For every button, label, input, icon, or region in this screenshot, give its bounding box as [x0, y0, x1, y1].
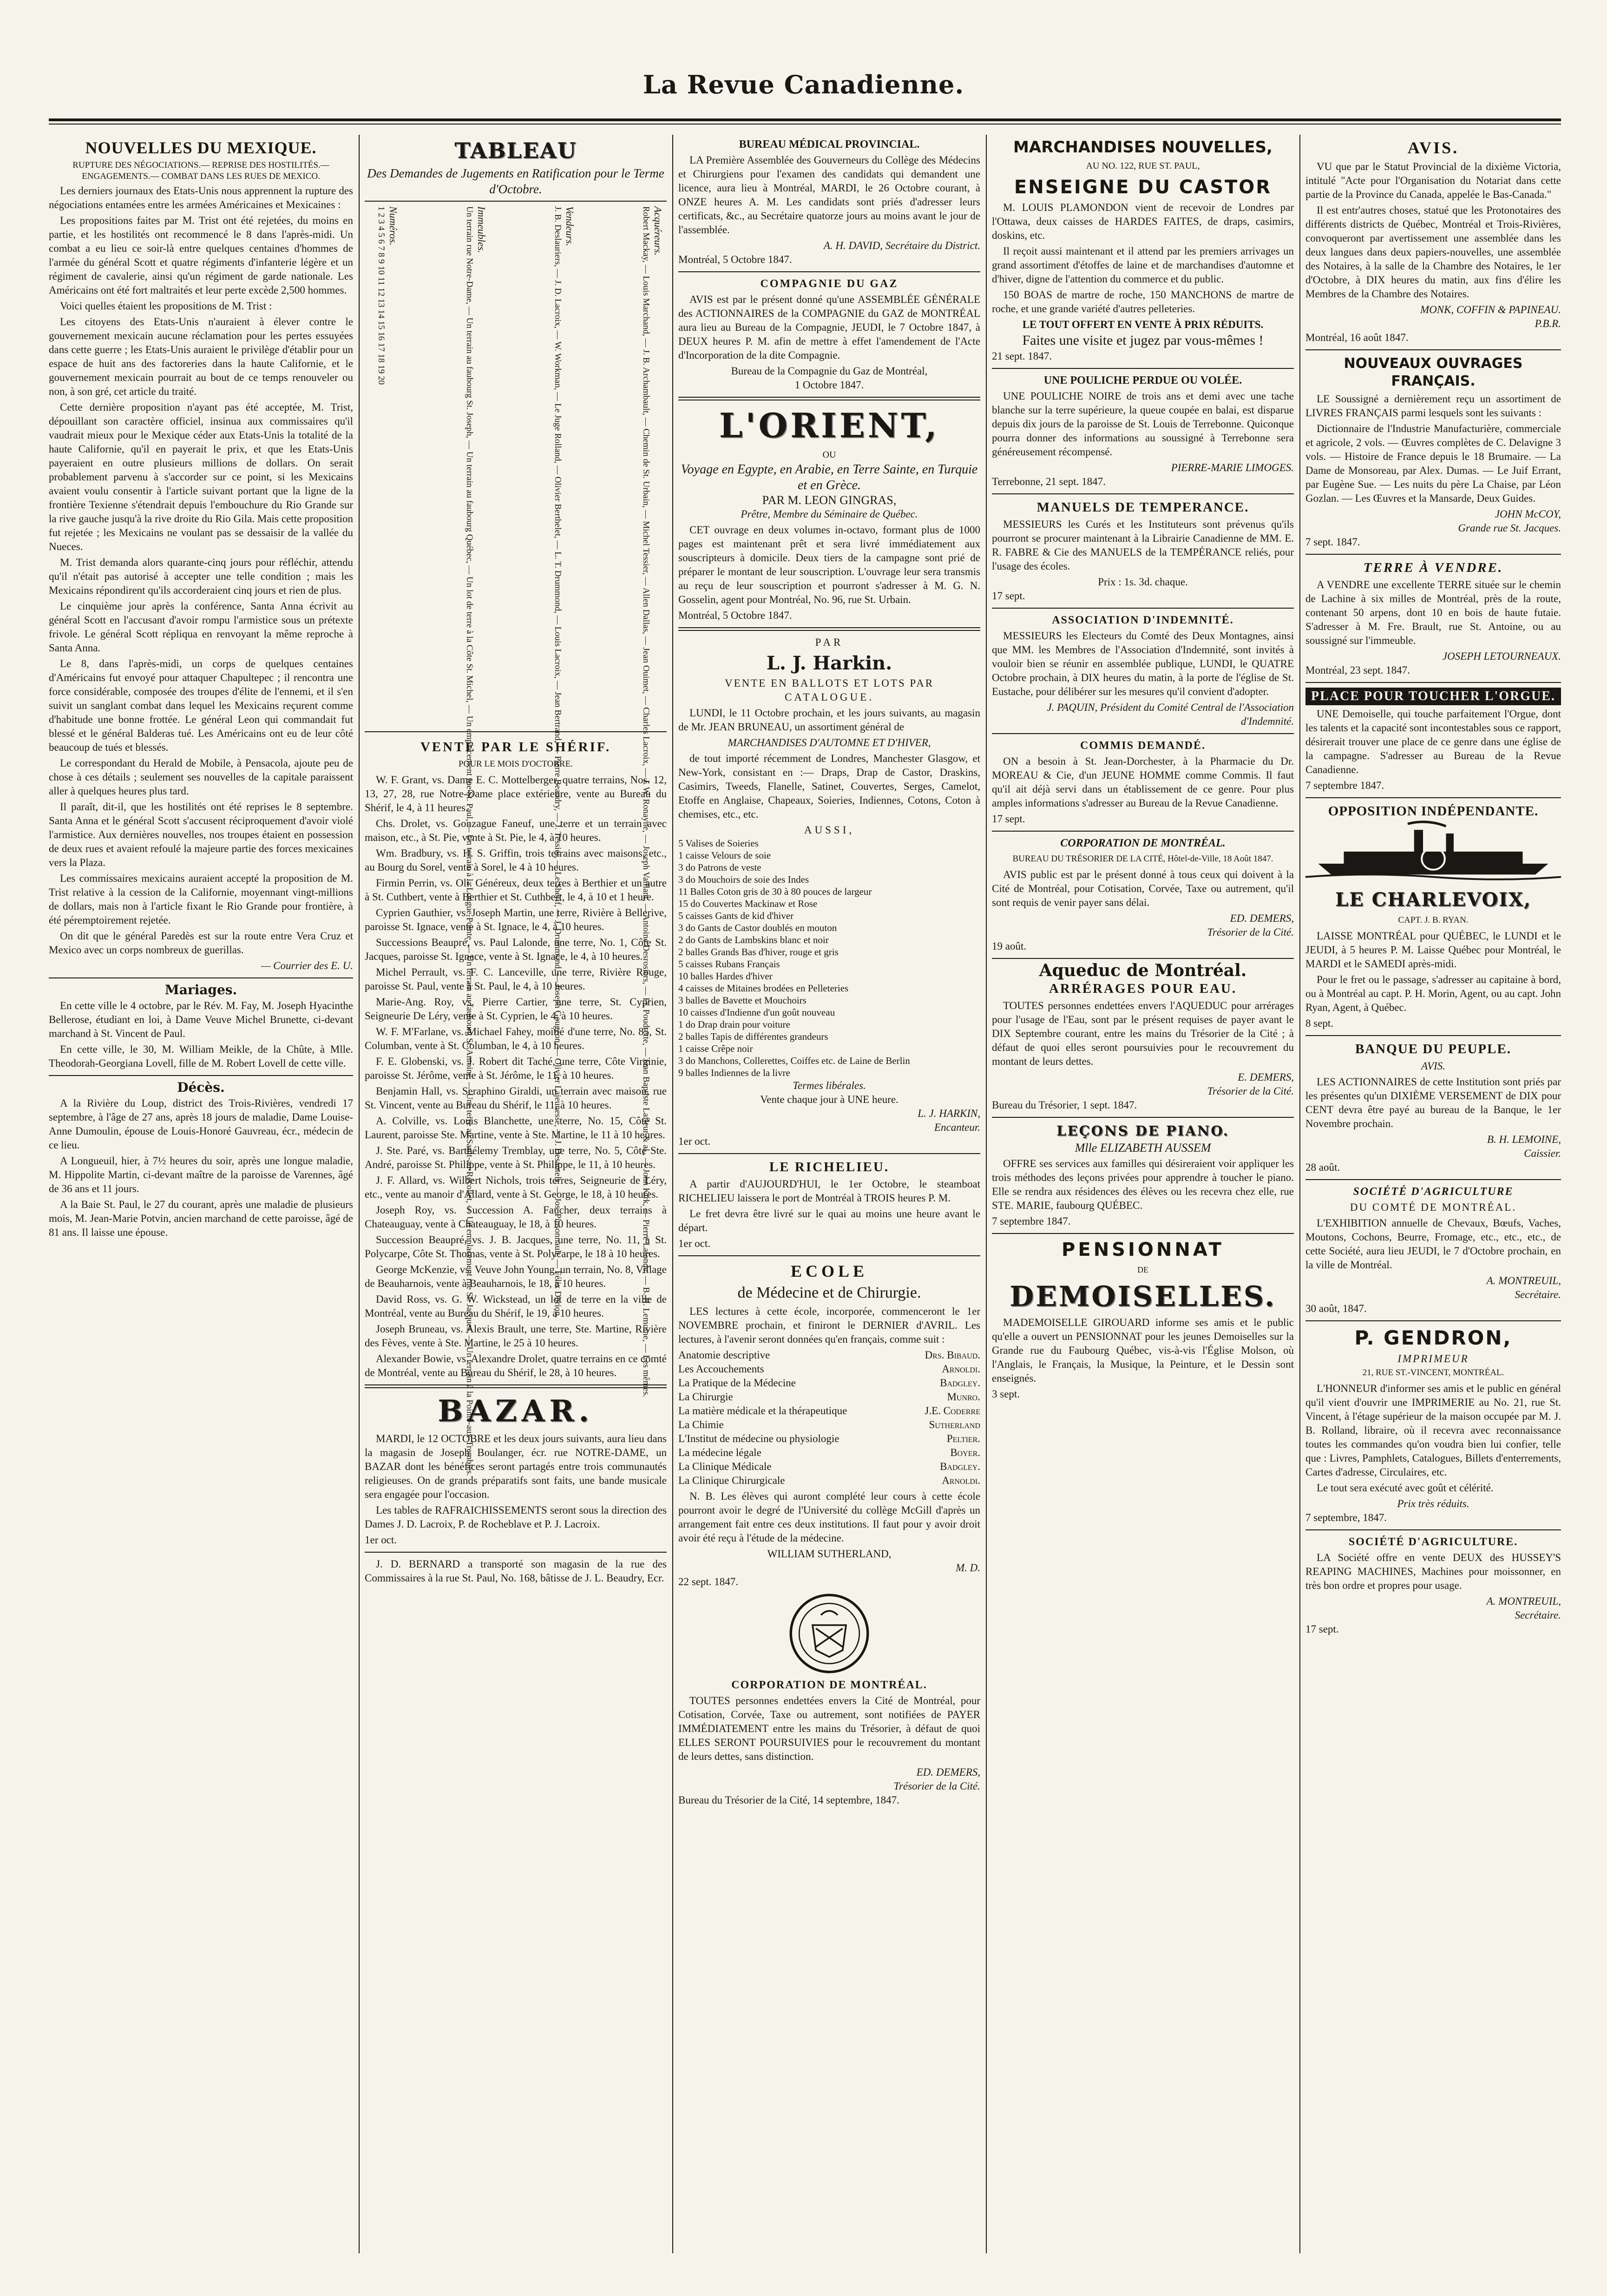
notice-paragraph: A la Baie St. Paul, le 27 du courant, après une maladie de plusieurs mois, M. Jean-Marie Potvin, ancien marchand de cette paroisse, âgé de 81 ans. Il laisse une épouse. [49, 1199, 353, 1238]
tableau-headline: TABLEAU [454, 138, 577, 163]
marriages-headline: Mariages. [164, 982, 237, 997]
orient-subtitle: Voyage en Egypte, en Arabie, en Terre Sainte, en Turquie et en Grèce. [681, 462, 978, 492]
avis-signature: MONK, COFFIN & PAPINEAU. [1420, 304, 1561, 315]
table-column-numeros: 1 2 3 4 5 6 7 8 9 10 11 12 13 14 15 16 17 18 19 20 [376, 206, 386, 385]
harkin-item: 3 do Manchons, Collerettes, Coiffes etc. de Laine de Berlin [678, 1055, 910, 1066]
marchandises-headline: MARCHANDISES NOUVELLES, [1013, 138, 1272, 157]
opposition-headline: OPPOSITION INDÉPENDANTE. [1328, 804, 1539, 819]
indemnite-signature: J. PAQUIN, Président du Comité Central de l'Association d'Indemnité. [1047, 702, 1294, 727]
ship-name: LE CHARLEVOIX, [1335, 889, 1531, 911]
section-divider [992, 1233, 1294, 1234]
section-divider [1305, 1529, 1561, 1530]
societe2-signature-title: Secrétaire. [1515, 1609, 1561, 1621]
sale-paragraph: Cyprien Gauthier, vs. Joseph Martin, une terre, Rivière à Bellerive, paroisse St. Ignace, vente à St. Ignace, le 4, à 10 heures. [365, 907, 667, 932]
course-professor: Peltier. [946, 1433, 980, 1444]
harkin-aussi: AUSSI, [804, 824, 855, 836]
table-column-vendeurs: J. B. Deslauriers, — J. D. Lacroix, — W. Workman, — Le Juge Rolland, — Olivier Berthelet, — L. T. Drummond, — Louis Lacroix, — Jean Bertrand, — Pierre Beaudry, — J. Tessier, — Le Shérif, — J. Drummond, — Joseph Gougeon, — Olivier Lajeunesse, — J. Desautels, — Jos. Pinsonnault, — Félix Dorion. [553, 206, 563, 1319]
harkin-item: 5 caisses Rubans Français [678, 958, 780, 970]
sale-paragraph: Succession Beaupré, vs. J. B. Jacques, une terre, No. 11, à St. Polycarpe, Côte St. Thomas, vente à St. Polycarpe, le 18 à 10 heures. [365, 1234, 667, 1260]
harkin-item: 11 Balles Coton gris de 30 à 80 pouces de largeur [678, 886, 872, 897]
marchandises-offer: LE TOUT OFFERT EN VENTE À PRIX RÉDUITS. [1022, 319, 1264, 330]
orient-author-title: Prêtre, Membre du Séminaire de Québec. [741, 508, 918, 520]
agriculture-signature: A. MONTREUIL, [1486, 1275, 1561, 1286]
sale-paragraph: Marie-Ang. Roy, vs. Pierre Cartier, une terre, St. Cyprien, Seigneurie De Léry, vente à St. Cyprien, le 4, à 10 heures. [365, 996, 667, 1022]
section-divider [992, 958, 1294, 959]
harkin-signature: L. J. HARKIN, [918, 1108, 980, 1119]
bernard-paragraph: J. D. BERNARD a transporté son magasin de la rue des Commissaires à la rue St. Paul, No. 168, bâtisse de J. L. Beaudry, Ecr. [365, 1558, 667, 1584]
column-2 [365, 135, 667, 2253]
pouliche-date: Terrebonne, 21 sept. 1847. [992, 476, 1106, 487]
gendron-date: 7 septembre, 1847. [1305, 1512, 1387, 1523]
article-paragraph: Les derniers journaux des Etats-Unis nous apprennent la rupture des négociations entamées entre les armées Américaines et Mexicaines : [49, 185, 353, 210]
sheriff-subhead: POUR LE MOIS D'OCTOBRE. [459, 759, 573, 769]
banque-headline: BANQUE DU PEUPLE. [1355, 1042, 1512, 1056]
societe2-date: 17 sept. [1305, 1623, 1339, 1635]
sale-paragraph: Joseph Roy, vs. Succession A. Faucher, deux terrains à Chateauguay, vente à Chateauguay, le 18, à 10 heures. [365, 1204, 667, 1230]
gaz-paragraph: AVIS est par le présent donné qu'une ASSEMBLÉE GÉNÉRALE des ACTIONNAIRES de la COMPAGNIE du GAZ de MONTRÉAL aura lieu au Bureau de la Compagnie, JEUDI, le 7 Octobre 1847, à DEUX heures P. M. afin de mettre à effet l'amendement de l'Acte d'Incorporation de la dite Compagnie. [678, 294, 980, 361]
pensionnat-sub: DEMOISELLES. [1010, 1280, 1276, 1313]
bazar-paragraph: MARDI, le 12 OCTOBRE et les deux jours suivants, aura lieu dans la magasin de Joseph Boulanger, écr. rue NOTRE-DAME, un BAZAR dont les bénéfices seront partagés entre trois communautés religieuses. On de grands préparatifs sont faits, une bande musicale sera engagée pour l'occasion. [365, 1433, 667, 1500]
gendron-paragraph: L'HONNEUR d'informer ses amis et le public en général qu'il vient d'ouvrir une IMPRIMERIE au No. 21, rue St. Vincent, à l'étage supérieur de la maison occupée par M. J. B. Rolland, libraire, où il recevra avec reconnaissance toutes les commandes qu'on voudra bien lui confier, telle que : Livres, Pamphlets, Catalogues, Billets d'enterrements, Cartes d'adresse, Circulaires, etc. [1305, 1383, 1561, 1478]
course-row [678, 1348, 980, 1362]
harkin-item: 15 do Couvertes Mackinaw et Rose [678, 898, 818, 909]
column-1 [49, 135, 353, 2253]
section-divider [992, 831, 1294, 832]
piano-headline: LEÇONS DE PIANO. [1056, 1123, 1229, 1139]
sale-paragraph: Chs. Drolet, vs. Gonzague Faneuf, une terre et un terrain avec maison, etc., à St. Pie, vente à St. Pie, le 4, à 10 heures. [365, 818, 667, 843]
corporation-headline: CORPORATION DE MONTRÉAL. [731, 1679, 927, 1691]
opposition-date: 8 sept. [1305, 1017, 1334, 1029]
section-divider [678, 1153, 980, 1154]
section-divider [992, 1117, 1294, 1118]
banque-signature: B. H. LEMOINE, [1487, 1134, 1561, 1145]
harkin-item: 4 caisses de Mitaines brodées en Pelleteries [678, 983, 849, 994]
harkin-daily: Vente chaque jour à UNE heure. [760, 1094, 899, 1105]
sale-paragraph: George McKenzie, vs. Veuve John Young, un terrain, No. 8, Village de Beauharnois, vente à Beauharnois, le 18, à 10 heures. [365, 1264, 667, 1289]
course-row [678, 1362, 980, 1376]
course-name: L'Institut de médecine ou physiologie [678, 1433, 840, 1444]
section-divider [678, 397, 980, 400]
sale-paragraph: W. F. M'Farlane, vs. Michael Fahey, moitié d'une terre, No. 85, St. Columban, vente à St. Columban, le 4, à 10 heures. [365, 1026, 667, 1051]
course-professor: Munro. [947, 1391, 980, 1403]
steamboat-icon [1305, 821, 1561, 882]
manuels-headline: MANUELS DE TEMPERANCE. [1036, 500, 1249, 515]
table-header-acquereurs: Acquéreurs. [652, 206, 664, 256]
section-divider [365, 1552, 667, 1553]
orient-date: Montréal, 5 Octobre 1847. [678, 610, 792, 621]
sale-paragraph: Firmin Perrin, vs. Oli. Généreux, deux terres à Berthier et un autre à St. Cuthbert, vente à Berthier et St. Cuthbert, le 4, à 10 et 1 heure. [365, 877, 667, 903]
masthead-title: La Revue Canadienne. [643, 70, 964, 99]
mexico-headline: NOUVELLES DU MEXIQUE. [85, 138, 317, 157]
course-professor: Badgley. [940, 1461, 980, 1472]
section-divider [992, 493, 1294, 494]
corpo-headline: CORPORATION DE MONTRÉAL. [1060, 837, 1226, 849]
societe2-headline: SOCIÉTÉ D'AGRICULTURE. [1348, 1536, 1518, 1548]
course-row [678, 1474, 980, 1488]
sale-paragraph: F. E. Globenski, vs. J. Robert dit Taché, une terre, Côte Virginie, paroisse St. Jérôme, vente à St. Jérôme, le 11, à 10 heures. [365, 1056, 667, 1081]
bureau-signature: A. H. DAVID, Secrétaire du District. [823, 240, 980, 251]
column-3 [678, 135, 980, 2253]
harkin-item: 2 balles Grands Bas d'hiver, rouge et gris [678, 946, 839, 958]
banque-date: 28 août. [1305, 1161, 1340, 1173]
gendron-prices: Prix très réduits. [1397, 1498, 1469, 1509]
course-name: Anatomie descriptive [678, 1349, 770, 1361]
pouliche-signature: PIERRE-MARIE LIMOGES. [1171, 462, 1294, 473]
ouvrages-date: 7 sept. 1847. [1305, 536, 1360, 548]
section-divider [678, 627, 980, 631]
course-name: La matière médicale et la thérapeutique [678, 1405, 847, 1417]
harkin-item: 3 do Gants de Castor doublés en mouton [678, 922, 837, 933]
section-divider [1305, 1035, 1561, 1036]
harkin-item: 2 balles Tapis de différentes grandeurs [678, 1031, 828, 1042]
piano-date: 7 septembre 1847. [992, 1215, 1071, 1227]
course-row [678, 1376, 980, 1390]
bureau-paragraph: LA Première Assemblée des Gouverneurs du Collège des Médecins et Chirurgiens pour l'examen des candidats qui demandent une licence, aura lieu à Montréal, MARDI, le 26 Octobre courant, à ONZE heures A. M. Les candidats sont priés d'adresser leurs certificats, &c., au Secrétaire quatorze jours au moins avant le jour de l'assemblée. [678, 154, 980, 236]
aqueduc-date: Bureau du Trésorier, 1 sept. 1847. [992, 1099, 1137, 1111]
sheriff-headline: VENTE PAR LE SHÉRIF. [420, 740, 611, 754]
course-professor: Drs. Bibaud. [925, 1349, 980, 1361]
agriculture-date: 30 août, 1847. [1305, 1303, 1367, 1314]
richelieu-headline: LE RICHELIEU. [769, 1160, 890, 1174]
harkin-item: 10 balles Hardes d'hiver [678, 971, 773, 982]
marchandises-sign: ENSEIGNE DU CASTOR [1014, 177, 1272, 198]
harkin-goods: MARCHANDISES D'AUTOMNE ET D'HIVER, [728, 737, 931, 748]
orgue-headline: PLACE POUR TOUCHER L'ORGUE. [1305, 688, 1561, 705]
pensionnat-de: DE [1137, 1265, 1148, 1274]
corporation-signature: ED. DEMERS, [916, 1766, 980, 1778]
richelieu-paragraph: A partir d'AUJOURD'HUI, le 1er Octobre, le steamboat RICHELIEU laissera le port de Montréal à TROIS heures P. M. [678, 1178, 980, 1204]
mexico-subhead: RUPTURE DES NÉGOCIATIONS.— REPRISE DES HOSTILITÉS.— ENGAGEMENTS.— COMBAT DANS LES RUES DE MEXICO. [72, 160, 329, 181]
sale-paragraph: David Ross, vs. G. W. Wickstead, un lot de terre en la ville de Montréal, vente au Bureau du Shérif, le 19, à 10 heures. [365, 1293, 667, 1319]
opposition-paragraph: Pour le fret ou le passage, s'adresser au capitaine à bord, ou à Montréal au capt. P. H. Morin, Agent, ou au capt. John Ryan, Agent, à Québec. [1305, 974, 1561, 1013]
section-divider [49, 1075, 353, 1076]
pensionnat-paragraph: MADEMOISELLE GIROUARD informe ses amis et le public qu'elle a ouvert un PENSIONNAT pour les jeunes Demoiselles sur la Grande rue du Faubourg Québec, vis-à-vis l'Église Molson, où l'Anglais, le Français, la Musique, la Peinture, et le Dessin sont enseignés. [992, 1317, 1294, 1384]
corpo-signature-title: Trésorier de la Cité. [1207, 926, 1294, 938]
notice-paragraph: A la Rivière du Loup, district des Trois-Rivières, vendredi 17 septembre, à l'âge de 27 ans, après 18 jours de maladie, Dame Louise-Anne Dumoulin, épouse de Louis-Honoré Gauvreau, écr., médecin de ce lieu. [49, 1097, 353, 1151]
course-professor: J.E. Coderre [925, 1405, 980, 1417]
deaths-headline: Décès. [177, 1080, 225, 1095]
opposition-paragraph: LAISSE MONTRÉAL pour QUÉBEC, le LUNDI et le JEUDI, à 5 heures P. M. Laisse Québec pour Montréal, le MARDI et le SAMEDI après-midi. [1305, 930, 1561, 970]
gaz-date: 1 Octobre 1847. [794, 379, 864, 391]
sale-paragraph: Benjamin Hall, vs. Seraphino Giraldi, un terrain avec maison, rue St. Vincent, vente au Bureau du Shérif, le 11, à 10 heures. [365, 1085, 667, 1111]
corpo-date: 19 août. [992, 940, 1027, 952]
terre-date: Montréal, 23 sept. 1847. [1305, 664, 1410, 676]
city-seal-icon [787, 1592, 871, 1675]
harkin-item: 5 caisses Gants de kid d'hiver [678, 910, 794, 921]
article-paragraph: Les citoyens des Etats-Unis n'auraient à élever contre le gouvernement mexicain aucune réclamation pour les pertes essuyées dans cette guerre ; les Etats-Unis auraient le privilège d'établir pour un espace de huit ans des factoreries dans la haute Californie, et le gouvernement mexicain pourrait au bout de ce temps renouveler ou non, à son gré, cet article du traité. [49, 316, 353, 397]
section-divider [365, 1384, 667, 1388]
section-divider [1305, 554, 1561, 555]
section-divider [1305, 1320, 1561, 1321]
masthead-rule-thin [49, 124, 1561, 125]
marchandises-visit: Faites une visite et jugez par vous-mêmes ! [1022, 333, 1264, 348]
harkin-item: 3 do Patrons de veste [678, 862, 761, 873]
ouvrages-paragraph: LE Soussigné a dernièrement reçu un assortiment de LIVRES FRANÇAIS parmi lesquels sont les suivants : [1305, 393, 1561, 419]
course-row [678, 1418, 980, 1432]
ship-captain: CAPT. J. B. RYAN. [1398, 915, 1469, 925]
article-paragraph: Le cinquième jour après la conférence, Santa Anna écrivit au général Scott en l'accusant d'avoir rompu l'armistice sous un prétexte frivole. Le général Scott répliqua en renvoyant la même reproche à Santa Anna. [49, 600, 353, 654]
section-divider [49, 977, 353, 978]
sale-paragraph: A. Colville, vs. Louis Blanchette, une terre, No. 15, Côte St. Laurent, paroisse Ste. Martine, vente à Ste. Martine, le 11 à 10 heures. [365, 1115, 667, 1141]
notice-paragraph: En cette ville le 4 octobre, par le Rév. M. Fay, M. Joseph Hyacinthe Bellerose, étudiant en loi, à Dame Veuve Michel Brunette, ci-devant marchand à St. Vincent de Paul. [49, 1000, 353, 1039]
harkin-paragraph: de tout importé récemment de Londres, Manchester Glasgow, et New-York, consistant en :— Draps, Drap de Castor, Draskins, Casimirs, Tweeds, Flanelle, Satinet, Couvertes, Serges, Camelot, Etoffe en Anglaise, Chapeaux, Soieries, Indiennes, Cotons, Coton à chemises, etc., etc. [678, 753, 980, 820]
harkin-par: PAR [815, 636, 844, 648]
agriculture-headline: SOCIÉTÉ D'AGRICULTURE [1353, 1186, 1514, 1198]
gendron-headline: P. GENDRON, [1354, 1326, 1512, 1349]
article-paragraph: Les commissaires mexicains auraient accepté la proposition de M. Trist relative à la cession de la Californie, moyennant vingt-millions de dollars, mais non à l'article fixant le Rio Grande pour frontière, à été péremptoirement rejetée. [49, 872, 353, 926]
aqueduc-paragraph: TOUTES personnes endettées envers l'AQUEDUC pour arrérages pour l'usage de l'Eau, sont par le présent requises de payer avant le DIX Septembre courant, entre les mains du Trésorier de la Cité ; à défaut de quoi elles seront poursuivies pour le recouvrement du montant de leurs dettes. [992, 1000, 1294, 1067]
table-header-numeros: Numéros. [387, 206, 399, 246]
course-professor: Badgley. [940, 1377, 980, 1389]
sale-paragraph: J. F. Allard, vs. Wilbert Nichols, trois terres, Seigneurie de Léry, etc., vente au manoir d'Allard, vente à St. George, le 18, à 10 heures. [365, 1174, 667, 1200]
commis-date: 17 sept. [992, 813, 1025, 825]
course-name: La médecine légale [678, 1447, 761, 1458]
ouvrages-list: Dictionnaire de l'Industrie Manufacturière, commerciale et agricole, 2 vols. — Œuvres complètes de C. Delavigne 3 vols. — Histoire de France depuis le 18 Brumaire. — La Dame de Monsoreau, par Alex. Dumas. — Le Juif Errant, par Eugène Sue. — Les nuits du père La Chaise, par Léon Gozlan. — Les Œuvres et la Mansarde, Deux Guides. [1305, 423, 1561, 504]
bazar-date: 1er oct. [365, 1534, 397, 1546]
agriculture-sub: DU COMTÉ DE MONTRÉAL. [1350, 1201, 1517, 1213]
article-paragraph: Il paraît, dit-il, que les hostilités ont été reprises le 8 septembre. Santa Anna et le général Scott s'accusent réciproquement d'avoir violé l'armistice. Aux dernières nouvelles, nos troupes étaient en possession de deux rues et avaient refoulé la majeure partie des forces mexicaines vers la Plaza. [49, 801, 353, 868]
aqueduc-headline: Aqueduc de Montréal. [1039, 961, 1247, 980]
ecole-signature-title: M. D. [955, 1562, 980, 1574]
orgue-date: 7 septembre 1847. [1305, 780, 1384, 791]
corpo-sub: BUREAU DU TRÉSORIER DE LA CITÉ, Hôtel-de-Ville, 18 Août 1847. [1012, 854, 1273, 864]
section-divider [678, 1255, 980, 1256]
course-professor: Arnoldi. [942, 1363, 980, 1375]
pouliche-paragraph: UNE POULICHE NOIRE de trois ans et demi avec une tache blanche sur la terre supérieure, la queue coupée en balai, est disparue depuis dix jours de la paroisse de St. Louis de Terrebonne. Quiconque pourra donner des informations au soussigné à Terrebonne sera généreusement récompensé. [992, 390, 1294, 458]
richelieu-paragraph: Le fret devra être livré sur le quai au moins une heure avant le départ. [678, 1208, 980, 1233]
section-divider [992, 368, 1294, 369]
course-name: La Chirurgie [678, 1391, 733, 1403]
course-professor: Arnoldi. [942, 1475, 980, 1486]
bazar-paragraph: Les tables de RAFRAICHISSEMENTS seront sous la direction des Dames J. D. Lacroix, P. de Rocheblave et P. J. Lacroix. [365, 1504, 667, 1530]
richelieu-date: 1er oct. [678, 1238, 710, 1249]
section-divider [1305, 682, 1561, 683]
harkin-sub: VENTE EN BALLOTS ET LOTS PAR [724, 677, 934, 689]
ouvrages-address: Grande rue St. Jacques. [1458, 522, 1561, 534]
avis-date: Montréal, 16 août 1847. [1305, 332, 1409, 343]
course-row [678, 1460, 980, 1474]
pensionnat-headline: PENSIONNAT [1062, 1239, 1224, 1260]
course-row [678, 1404, 980, 1418]
course-name: La Clinique Chirurgicale [678, 1475, 785, 1486]
harkin-item: 2 do Gants de Lambskins blanc et noir [678, 934, 829, 945]
harkin-item: 10 caisses d'Indienne d'un goût nouveau [678, 1007, 835, 1018]
avis-signature-title: P.B.R. [1535, 318, 1561, 329]
harkin-item: 3 do Mouchoirs de soie des Indes [678, 874, 809, 885]
article-paragraph: Le correspondant du Herald de Mobile, à Pensacola, ajoute peu de chose à ces détails ; seulement ses nouvelles de la capitale paraissent aller à quelques heures plus tard. [49, 757, 353, 797]
gaz-signature: Bureau de la Compagnie du Gaz de Montréal, [731, 365, 928, 377]
banque-signature-title: Caissier. [1524, 1148, 1561, 1159]
sale-paragraph: J. Ste. Paré, vs. Barthélemy Tremblay, une terre, No. 5, Côte Ste. André, paroisse St. Philippe, vente à St. Philippe, le 11, à 10 heures. [365, 1145, 667, 1170]
ecole-paragraph: LES lectures à cette école, incorporée, commenceront le 1er NOVEMBRE prochain, et finiront le DERNIER d'AVRIL. Les lectures, à l'avenir seront données qu'en français, comme suit : [678, 1305, 980, 1345]
notice-paragraph: A Longueuil, hier, à 7½ heures du soir, après une longue maladie, M. Hippolite Martin, ci-devant maître de la paroisse de Varennes, âgé de 36 ans et 11 jours. [49, 1155, 353, 1194]
orient-ou: OU [822, 450, 836, 460]
aqueduc-signature-title: Trésorier de la Cité. [1207, 1085, 1294, 1097]
orient-author: PAR M. LEON GINGRAS, [762, 493, 897, 507]
aqueduc-sub: ARRÉRAGES POUR EAU. [1049, 981, 1237, 996]
banque-avis: AVIS. [1421, 1060, 1445, 1072]
aqueduc-signature: E. DEMERS, [1238, 1071, 1294, 1083]
course-name: Les Accouchements [678, 1363, 764, 1375]
gaz-headline: COMPAGNIE DU GAZ [760, 278, 899, 290]
harkin-paragraph: LUNDI, le 11 Octobre prochain, et les jours suivants, au magasin de Mr. JEAN BRUNEAU, un assortiment général de [678, 707, 980, 733]
pensionnat-date: 3 sept. [992, 1388, 1020, 1400]
orient-paragraph: CET ouvrage en deux volumes in-octavo, formant plus de 1000 pages est maintenant prêt et sera livré immédiatement aux souscripteurs à domicile. Deux tiers de la campagne sont prié de préparer le montant de leur souscription. L'ouvrage leur sera transmis au reçu de leur souscription et pourront s'adresser à M. G. N. Gosselin, agent pour Montréal, No. 96, rue St. Urbain. [678, 524, 980, 605]
pouliche-headline: UNE POULICHE PERDUE OU VOLÉE. [1043, 374, 1242, 387]
avis-paragraph: Il est entr'autres choses, statué que les Protonotaires des différents districts de Québec, Montréal et Trois-Rivières, convoqueront par avertissement une assemblée dans les deux langues dans deux papiers-nouvelles, une assemblée des Notaires, à la salle de la Chambre des Notaires, le 1er d'Octobre, à DIX heures du matin, aux fins d'élire les Membres de la Chambre des Notaires. [1305, 204, 1561, 300]
gendron-sub: IMPRIMEUR [1397, 1353, 1469, 1364]
ouvrages-headline: NOUVEAUX OUVRAGES FRANÇAIS. [1344, 355, 1523, 389]
article-paragraph: Le 8, dans l'après-midi, un corps de quelques centaines d'Américains fut envoyé pour attaquer Chapultepec ; il rencontra une force considérable, composée des troupes d'élite de l'ennemi, et il s'en suivit un sanglant combat dans lequel les Mexicains reçurent comme d'habitude une bonne frottée. Le général Leon qui commandait fut blessé et le général Balderas tué. Les Américains ont eu de leur côté beaucoup de tués et blessés. [49, 658, 353, 753]
newspaper-columns [49, 135, 1561, 2253]
sale-paragraph: Joseph Bruneau, vs. Alexis Brault, une terre, Ste. Martine, Rivière des Fèves, vente à Ste. Martine, le 25 à 10 heures. [365, 1323, 667, 1349]
societe2-paragraph: LA Société offre en vente DEUX des HUSSEY'S REAPING MACHINES, Machines pour moissonner, en très bon ordre et propres pour usage. [1305, 1552, 1561, 1591]
piano-sub: Mlle ELIZABETH AUSSEM [1075, 1141, 1211, 1155]
sale-paragraph: Wm. Bradbury, vs. H. S. Griffin, trois terrains avec maisons, etc., au Bourg du Sorel, vente à Sorel, le 4 à 10 heures. [365, 847, 667, 873]
column-5 [1305, 135, 1561, 2253]
orgue-paragraph: UNE Demoiselle, qui touche parfaitement l'Orgue, dont les talents et la capacité sont incontestables sous ce rapport, désirerait trouver une place de ce genre dans une église de la campagne. S'adresser au Bureau de la Revue Canadienne. [1305, 708, 1561, 775]
ouvrages-signature: JOHN McCOY, [1495, 508, 1561, 520]
manuels-date: 17 sept. [992, 590, 1025, 602]
harkin-role: Encanteur. [934, 1122, 980, 1133]
section-divider [1305, 1179, 1561, 1180]
harkin-item-list [678, 837, 980, 1079]
article-paragraph: On dit que le général Paredès est sur la route entre Vera Cruz et Mexico avec un corps nombreux de guerillas. [49, 930, 353, 956]
indemnite-headline: ASSOCIATION D'INDEMNITÉ. [1052, 614, 1234, 626]
article-paragraph: Voici quelles étaient les propositions de M. Trist : [60, 300, 272, 312]
manuels-price: Prix : 1s. 3d. chaque. [1098, 576, 1188, 588]
orient-headline: L'ORIENT, [719, 406, 940, 445]
sale-paragraph: W. F. Grant, vs. Dame E. C. Mottelberger, quatre terrains, Nos. 12, 13, 27, 28, rue Notre-Dame place extérieure, vente au Bureau du Shérif, le 4, à 11 heures. [365, 774, 667, 813]
bazar-headline: BAZAR. [438, 1394, 594, 1429]
indemnite-paragraph: MESSIEURS les Electeurs du Comté des Deux Montagnes, ainsi que MM. les Membres de l'Association d'Indemnité, sont invités à vouloir bien se réunir en assemblée publique, LUNDI, le QUATRE Octobre prochain, à DIX heures du matin, à la porte de l'église de St. Eustache, pour délibérer sur les mesures qu'il convient d'adopter. [992, 630, 1294, 697]
marchandises-date: 21 sept. 1847. [992, 350, 1052, 362]
ecole-paragraph: N. B. Les élèves qui auront complété leur cours à cette école pourront avoir le degré de l'Université du collège McGill d'après un arrangement fait entre ces deux institutions. Il faut pour y avoir droit avoir été reçu à l'étude de la médecine. [678, 1490, 980, 1544]
ecole-date: 22 sept. 1847. [678, 1576, 739, 1588]
article-paragraph: Les propositions faites par M. Trist ont été rejetées, du moins en partie, et les hostilités ont recommencé le 8 dans l'après-midi. Un combat a eu lieu ce soir-là entre quelques centaines d'hommes de l'armée du général Scott et quatre régiments d'infanterie légère et un régiment de cavalerie, ainsi qu'un régiment de garde nationale. Les Américains ont été fort maltraités et leur perte excède 2,500 hommes. [49, 215, 353, 296]
section-divider [1305, 797, 1561, 798]
piano-paragraph: OFFRE ses services aux familles qui désireraient voir appliquer les trois méthodes des leçons privées pour apprendre à toucher le piano. Elle se rendra aux résidences des élèves ou les recevra chez elle, rue STE. MARIE, faubourg QUÉBEC. [992, 1158, 1294, 1211]
sale-paragraph: Alexander Bowie, vs. Alexandre Drolet, quatre terrains en ce comté de Montréal, vente au Bureau du Shérif, le 28, à 10 heures. [365, 1353, 667, 1378]
article-source: — Courrier des E. U. [261, 960, 353, 971]
course-name: La Clinique Médicale [678, 1461, 772, 1472]
sale-paragraph: Michel Perrault, vs. F. C. Lanceville, une terre, Rivière Rouge, paroisse St. Paul, vente à St. Paul, le 4, à 10 heures. [365, 966, 667, 992]
course-professor: Boyer. [950, 1447, 980, 1458]
agriculture-signature-title: Secrétaire. [1515, 1289, 1561, 1300]
harkin-item: 1 caisse Crêpe noir [678, 1043, 753, 1054]
banque-paragraph: LES ACTIONNAIRES de cette Institution sont priés par les présentes qu'un DIXIÈME VERSEMENT de DIX pour CENT devra être payé au bureau de la Banque, le 1er Novembre prochain. [1305, 1076, 1561, 1129]
course-row [678, 1446, 980, 1460]
section-divider [992, 733, 1294, 734]
corporation-date: Bureau du Trésorier de la Cité, 14 septembre, 1847. [678, 1794, 899, 1806]
gendron-paragraph: Le tout sera exécuté avec goût et célérité. [1317, 1482, 1494, 1494]
table-column-immeubles: Un terrain rue Notre-Dame, — Un terrain au faubourg St. Joseph, — Un terrain au faubourg Québec, — Un lot de terre à la Côte St. Michel, — Un emplacement rue St. Paul, — Un terrain à la Longue-Pointe, — Un terrain au faubourg St. Antoine, — Une terre au Sault-au-Récollet, — Un emplacement rue St. Jacques, — Un terrain à la Pointe-aux-Trembles. [465, 206, 474, 1476]
harkin-sub2: CATALOGUE. [785, 691, 874, 703]
tableau-subtitle: Des Demandes de Jugements en Ratification pour le Terme d'Octobre. [367, 166, 664, 196]
gendron-address: 21, RUE ST.-VINCENT, MONTRÉAL. [1362, 1368, 1504, 1378]
societe2-signature: A. MONTREUIL, [1486, 1595, 1561, 1607]
ecole-signature: WILLIAM SUTHERLAND, [767, 1548, 892, 1560]
course-professor: Sutherland [929, 1419, 980, 1430]
harkin-item: 3 balles de Bavette et Mouchoirs [678, 995, 807, 1006]
harkin-item: 9 balles Indiennes de la livre [678, 1067, 790, 1078]
section-divider [678, 271, 980, 272]
corporation-paragraph: TOUTES personnes endettées envers la Cité de Montréal, pour Cotisation, Corvée, Taxe ou autrement, sont notifiées de PAYER IMMÉDIATEMENT entre les mains du Trésorier, à défaut de quoi ELLES SERONT POURSUIVIES pour le recouvrement du montant de leurs dettes, sans distinction. [678, 1695, 980, 1762]
manuels-paragraph: MESSIEURS les Curés et les Instituteurs sont prévenus qu'ils pourront se procurer maintenant à la Librairie Canadienne de MM. E. R. FABRE & Cie des MANUELS de la TEMPÉRANCE reliés, pour l'usage des écoles. [992, 518, 1294, 572]
bureau-date: Montréal, 5 Octobre 1847. [678, 254, 792, 265]
course-name: La Chimie [678, 1419, 724, 1430]
avis-paragraph: VU que par le Statut Provincial de la dixième Victoria, intitulé "Acte pour l'Organisation du Notariat dans cette partie de la Province du Canada, appelée le Bas-Canada." [1305, 161, 1561, 200]
marchandises-address: AU NO. 122, RUE ST. PAUL, [1086, 161, 1200, 171]
harkin-item: 1 do Drap drain pour voiture [678, 1019, 790, 1030]
section-divider [1305, 349, 1561, 350]
corpo-paragraph: AVIS public est par le présent donné à tous ceux qui doivent à la Cité de Montréal, pour Cotisation, Corvée, Taxe ou autrement, qu'il sont requis de venir payer sans délai. [992, 869, 1294, 908]
notice-paragraph: En cette ville, le 30, M. William Meikle, de la Chûte, à Mlle. Theodorah-Georgiana Lovell, fille de M. Robert Lovell de cette ville. [49, 1043, 353, 1069]
table-column-acquereurs: Robert Mackay, — Louis Marchand, — J. B. Archambault, — Chemin de St. Urbain, — Michel Tessier, — Allen Dallas, — Jean Ouimet, — Charles Lacroix, — J. W. Ronayne, — Joseph Vaillant, — Antoine Desrosiers, — Fr. Poudrette, — Jean Baptiste Lafleur & al., — John Kirk, — Pierre Lalonde, — B. H. Lemoine, — Les mêmes. [641, 206, 651, 1397]
marchandises-paragraph: M. LOUIS PLAMONDON vient de recevoir de Londres par l'Ottawa, deux caisses de HARDES FAITES, de draps, casimirs, doskins, etc. [992, 202, 1294, 241]
bureau-headline: BUREAU MÉDICAL PROVINCIAL. [739, 138, 920, 151]
sale-paragraph: Successions Beaupré, vs. Paul Lalonde, une terre, No. 1, Côte St. Jacques, paroisse St. Ignace, vente à St. Ignace, le 4, à 10 heures. [365, 937, 667, 962]
commis-headline: COMMIS DEMANDÉ. [1080, 740, 1206, 752]
harkin-name: L. J. Harkin. [766, 652, 892, 674]
marchandises-paragraph: Il reçoit aussi maintenant et il attend par les premiers arrivages un grand assortiment d'étoffes de laine et de marchandises d'automne et d'hiver, digne de l'attention du commerce et du public. [992, 245, 1294, 285]
ecole-course-list [678, 1348, 980, 1488]
harkin-item: 1 caisse Velours de soie [678, 850, 771, 861]
avis-headline: AVIS. [1407, 138, 1459, 157]
table-header-vendeurs: Vendeurs. [564, 206, 576, 247]
marchandises-paragraph: 150 BOAS de martre de roche, 150 MANCHONS de martre de roche, et une grande variété d'autres pelleteries. [992, 289, 1294, 315]
terre-paragraph: A VENDRE une excellente TERRE située sur le chemin de Lachine à six milles de Montréal, près de la route, contenant 50 arpens, dont 10 en bois de haute futaie. S'adresser à M. Fre. Brault, rue St. Antoine, ou au soussigné sur l'immeuble. [1305, 579, 1561, 646]
harkin-date: 1er oct. [678, 1135, 710, 1147]
section-divider [992, 608, 1294, 609]
course-row [678, 1390, 980, 1404]
ecole-subtitle: de Médecine et de Chirurgie. [737, 1284, 921, 1301]
agriculture-paragraph: L'EXHIBITION annuelle de Chevaux, Bœufs, Vaches, Moutons, Cochons, Beurre, Fromage, etc., etc., etc., de cette Société, aura lieu JEUDI, le 7 d'Octobre prochain, en la ville de Montréal. [1305, 1217, 1561, 1271]
terre-headline: TERRE À VENDRE. [1363, 560, 1503, 575]
commis-paragraph: ON a besoin à St. Jean-Dorchester, à la Pharmacie du Dr. MOREAU & Cie, d'un JEUNE HOMME comme Commis. Il faut qu'il ait déjà servi dans un établissement de ce genre. Pour plus amples informations s'adresser au Bureau de la Revue Canadienne. [992, 755, 1294, 809]
article-paragraph: M. Trist demanda alors quarante-cinq jours pour réfléchir, attendu qu'il n'était pas autorisé à accepter une telle condition ; mais les Mexicains répondirent qu'ils accorderaient cinq jours et rien de plus. [49, 557, 353, 596]
course-name: La Pratique de la Médecine [678, 1377, 796, 1389]
table-header-immeubles: Immeubles. [476, 206, 487, 253]
ecole-headline: ECOLE [790, 1262, 868, 1280]
harkin-item: 5 Valises de Soieries [678, 838, 759, 849]
terre-signature: JOSEPH LETOURNEAUX. [1442, 650, 1561, 662]
column-4 [992, 135, 1294, 2253]
corpo-signature: ED. DEMERS, [1230, 912, 1294, 924]
article-paragraph: Cette dernière proposition n'ayant pas été acceptée, M. Trist, dépouillant son caractère officiel, insinua aux commissaires qu'il vaudrait mieux pour le Mexique céder aux Etats-Unis la totalité de la haute Californie, qu'il en payerait le prix, et que les Etats-Unis payeraient en outre plusieurs millions de dollars. On serait probablement parvenu à s'accorder sur ce point, si les Mexicains avaient voulu consentir à l'article suivant portant que la ligne de la frontière Texienne s'étendrait depuis l'embouchure du Rio Grande sur la rive gauche jusqu'à la rive droite du Rio Gila. Mais cette proposition fut rejetée ; les Mexicains ne voulant pas se dessaisir de la vallée du Nueces. [49, 401, 353, 552]
course-row [678, 1432, 980, 1446]
corporation-signature-title: Trésorier de la Cité. [893, 1780, 980, 1792]
harkin-terms: Termes libérales. [793, 1080, 866, 1091]
masthead-rule [49, 118, 1561, 121]
